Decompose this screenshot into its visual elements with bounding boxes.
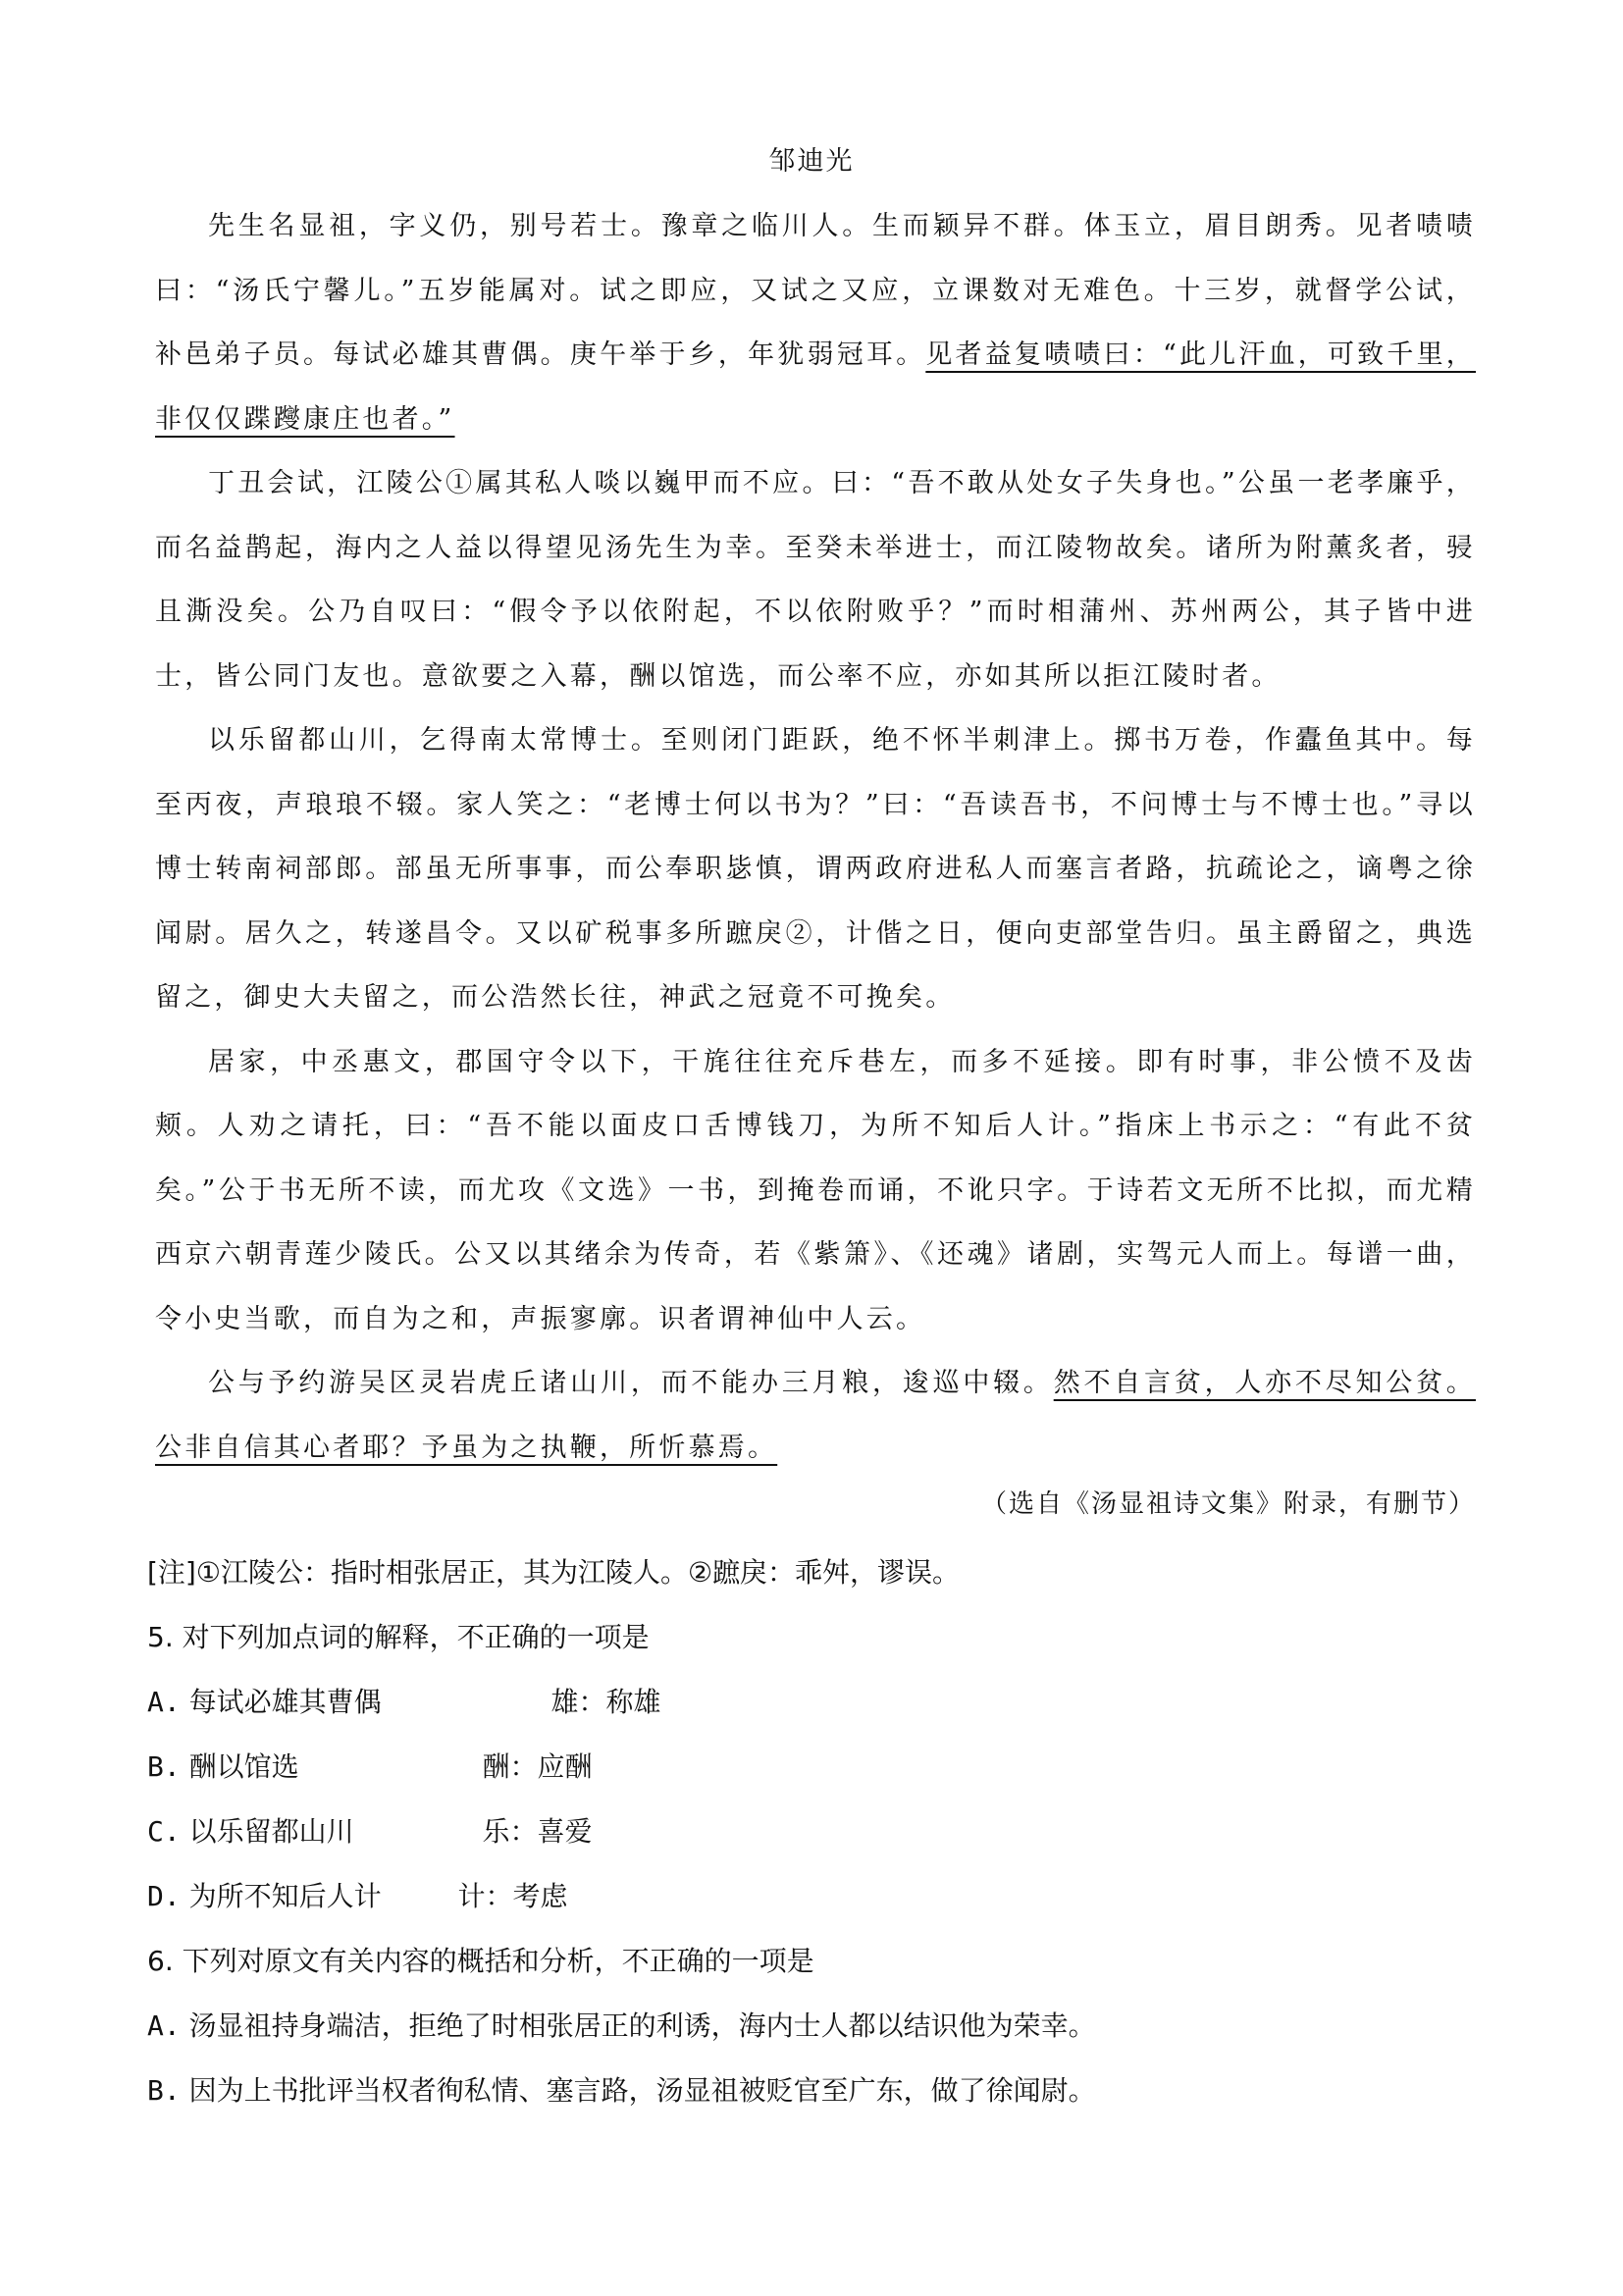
option-gloss: 雄：称雄 [550,1686,661,1718]
underlined-sentence: 然不自言贫，人亦不尽知公贫。公非自信其心者耶？予虽为之执鞭，所忻慕焉。 [155,1368,1476,1463]
author-name: 邹迪光 [768,146,855,177]
question-6-stem: 6. 下列对原文有关内容的概括和分析，不正确的一项是 [147,1945,814,1977]
question-block [147,1540,1482,2123]
passage-text: 以乐留都山川，乞得南太常博士。至则闭门距跃，绝不怀半刺津上。掷书万卷，作蠹鱼其中。每至丙夜，声琅琅不辍。家人笑之：“老博士何以书为？”曰：“吾读吾书，不问博士与不博士也。”寻以博士转南祠部郎。部虽无所事事，而公奉职毖慎，谓两政府进私人而塞言者路，抗疏论之，谪粤之徐闻尉。居久之，转遂昌令。又以矿税事多所蹠戾②，计偕之日，便向吏部堂告归。虽主爵留之，典选留之，御史大夫留之，而公浩然长往，神武之冠竟不可挽矣。 [155,725,1476,1013]
passage-paragraph-4 [155,1030,1476,1352]
question-6-option-b[interactable] [147,2059,1482,2123]
option-phrase: 为所不知后人计 [188,1880,382,1912]
passage-paragraph-2 [155,451,1476,708]
question-5-option-d[interactable] [147,1864,1482,1929]
option-label: D. [147,1880,181,1912]
question-5-option-c[interactable] [147,1800,1482,1864]
option-label: A. [147,2009,181,2042]
passage-text: 先生名显祖，字义仍，别号若士。豫章之临川人。生而颖异不群。体玉立，眉目朗秀。见者啧啧曰：“汤氏宁馨儿。”五岁能属对。试之即应，又试之又应，立课数对无难色。十三岁，就督学公试，补邑弟子员。每试必雄其曹偶。庚午举于乡，年犹弱冠耳。 [155,211,1476,370]
passage-text: 丁丑会试，江陵公①属其私人啖以巍甲而不应。曰：“吾不敢从处女子失身也。”公虽一老孝廉乎，而名益鹊起，海内之人益以得望见汤先生为幸。至癸未举进士，而江陵物故矣。诸所为附薰炙者，骎且澌没矣。公乃自叹曰：“假令予以依附起，不以依附败乎？”而时相蒲州、苏州两公，其子皆中进士，皆公同门友也。意欲要之入幕，酬以馆选，而公率不应，亦如其所以拒江陵时者。 [155,468,1476,692]
option-label: B. [147,1750,181,1783]
passage-paragraph-1 [155,194,1476,451]
source-citation: （选自《汤显祖诗文集》附录，有删节） [980,1489,1476,1519]
option-phrase: 每试必雄其曹偶 [188,1686,382,1718]
classical-passage [155,194,1476,1480]
option-label: C. [147,1815,181,1848]
option-gloss: 酬：应酬 [482,1750,593,1783]
option-text: 汤显祖持身端洁，拒绝了时相张居正的利诱，海内士人都以结识他为荣幸。 [188,2009,1096,2042]
passage-text: 公与予约游吴区灵岩虎丘诸山川，而不能办三月粮，逡巡中辍。 [208,1368,1054,1398]
option-label: A. [147,1686,181,1718]
question-5-option-b[interactable] [147,1735,1482,1800]
question-6-option-a[interactable] [147,1994,1482,2059]
question-5-option-a[interactable] [147,1670,1482,1735]
option-gloss: 乐：喜爱 [482,1815,593,1848]
passage-text: 居家，中丞惠文，郡国守令以下，干旄往往充斥巷左，而多不延接。即有时事，非公愤不及齿颊。人劝之请托，曰：“吾不能以面皮口舌博钱刀，为所不知后人计。”指床上书示之：“有此不贫矣。”公于书无所不读，而尤攻《文选》一书，到掩卷而诵，不讹只字。于诗若文无所不比拟，而尤精西京六朝青莲少陵氏。公又以其绪余为传奇，若《紫箫》、《还魂》诸剧，实驾元人而上。每谱一曲，令小史当歌，而自为之和，声振寥廓。识者谓神仙中人云。 [155,1046,1476,1334]
passage-paragraph-3 [155,708,1476,1030]
annotation-note: [注]①江陵公：指时相张居正，其为江陵人。②蹠戾：乖舛，谬误。 [147,1556,961,1589]
option-phrase: 酬以馆选 [188,1750,299,1783]
option-text: 因为上书批评当权者徇私情、塞言路，汤显祖被贬官至广东，做了徐闻尉。 [188,2074,1096,2107]
underlined-sentence: 见者益复啧啧曰：“此儿汗血，可致千里，非仅仅蹀躞康庄也者。” [155,339,1476,435]
option-gloss: 计：考虑 [457,1880,568,1912]
passage-paragraph-5 [155,1351,1476,1480]
option-phrase: 以乐留都山川 [188,1815,354,1848]
option-label: B. [147,2074,181,2107]
question-5-stem: 5. 对下列加点词的解释，不正确的一项是 [147,1621,650,1653]
